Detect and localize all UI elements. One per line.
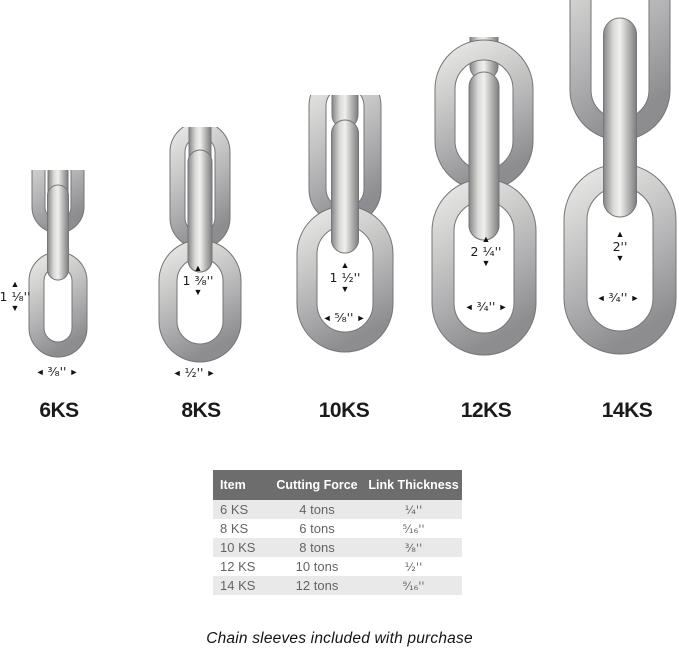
dimension-text: ³⁄₈'' bbox=[47, 364, 67, 379]
cell-cutting-force: 6 tons bbox=[299, 521, 335, 536]
vertical-dimension-10ks bbox=[330, 262, 361, 293]
table-row bbox=[213, 500, 462, 519]
arrow-up-icon: ▲ bbox=[340, 260, 350, 270]
chain-photo-8ks bbox=[159, 105, 241, 362]
vertical-dimension-6ks bbox=[0, 281, 30, 312]
horizontal-dimension-8ks bbox=[173, 366, 216, 379]
spec-table-header bbox=[213, 470, 462, 500]
vertical-dimension-8ks bbox=[183, 265, 214, 296]
dimension-text: 2 ¹⁄₄'' bbox=[470, 244, 502, 259]
cell-link-thickness: ¹⁄₄'' bbox=[404, 502, 423, 517]
table-row bbox=[213, 557, 462, 576]
arrow-right-icon: ► bbox=[356, 312, 366, 323]
horizontal-dimension-12ks bbox=[465, 300, 508, 313]
cell-cutting-force: 8 tons bbox=[299, 540, 335, 555]
arrow-down-icon: ▼ bbox=[193, 287, 203, 297]
cell-cutting-force: 4 tons bbox=[299, 502, 335, 517]
arrow-left-icon: ◄ bbox=[35, 366, 45, 377]
cell-cutting-force: 12 tons bbox=[295, 578, 339, 593]
cell-link-thickness: ¹⁄₂'' bbox=[404, 559, 423, 574]
arrow-left-icon: ◄ bbox=[464, 301, 474, 312]
arrow-down-icon: ▼ bbox=[615, 253, 625, 263]
upper-link-stub bbox=[332, 58, 358, 128]
arrow-left-icon: ◄ bbox=[596, 292, 606, 303]
cell-item: 8 KS bbox=[220, 521, 249, 536]
vertical-dimension-12ks bbox=[471, 236, 502, 267]
arrow-up-icon: ▲ bbox=[193, 263, 203, 273]
chain-photo-6ks bbox=[29, 128, 87, 357]
cell-item: 6 KS bbox=[220, 502, 249, 517]
dimension-text: ³⁄₄'' bbox=[476, 299, 496, 314]
dimension-text: 1 ³⁄₈'' bbox=[182, 273, 214, 288]
cell-cutting-force: 10 tons bbox=[295, 559, 339, 574]
arrow-down-icon: ▼ bbox=[481, 258, 491, 268]
horizontal-dimension-6ks bbox=[36, 365, 79, 378]
dimension-text: ³⁄₄'' bbox=[608, 290, 628, 305]
cell-item: 12 KS bbox=[220, 559, 256, 574]
arrow-up-icon: ▲ bbox=[10, 279, 20, 289]
dimension-text: 2'' bbox=[612, 239, 628, 254]
cell-link-thickness: ⁵⁄₁₆'' bbox=[402, 521, 425, 536]
arrow-right-icon: ► bbox=[498, 301, 508, 312]
arrow-up-icon: ▲ bbox=[481, 234, 491, 244]
chain-label-10ks: 10KS bbox=[318, 399, 370, 422]
column-header-cutting-force: Cutting Force bbox=[276, 478, 358, 492]
cell-item: 14 KS bbox=[220, 578, 256, 593]
dimension-text: 1 ¹⁄₂'' bbox=[329, 270, 361, 285]
arrow-right-icon: ► bbox=[630, 292, 640, 303]
arrow-right-icon: ► bbox=[206, 367, 216, 378]
table-row bbox=[213, 576, 462, 595]
spec-table-body bbox=[213, 500, 462, 595]
dimension-text: ¹⁄₂'' bbox=[184, 365, 204, 380]
table-row bbox=[213, 519, 462, 538]
table-row bbox=[213, 538, 462, 557]
dimension-text: ⁵⁄₈'' bbox=[334, 310, 354, 325]
chain-label-8ks: 8KS bbox=[181, 399, 221, 422]
arrow-left-icon: ◄ bbox=[172, 367, 182, 378]
arrow-right-icon: ► bbox=[69, 366, 79, 377]
arrow-left-icon: ◄ bbox=[322, 312, 332, 323]
cell-link-thickness: ⁹⁄₁₆'' bbox=[402, 578, 425, 593]
arrow-down-icon: ▼ bbox=[10, 303, 20, 313]
vertical-dimension-14ks bbox=[613, 231, 628, 262]
caption: Chain sleeves included with purchase bbox=[206, 630, 473, 647]
cell-link-thickness: ³⁄₈'' bbox=[404, 540, 423, 555]
cell-item: 10 KS bbox=[220, 540, 256, 555]
chain-label-12ks: 12KS bbox=[460, 399, 512, 422]
arrow-down-icon: ▼ bbox=[340, 284, 350, 294]
arrow-up-icon: ▲ bbox=[615, 229, 625, 239]
column-header-item: Item bbox=[220, 478, 246, 492]
dimension-text: 1 ¹⁄₈'' bbox=[0, 289, 31, 304]
chain-label-14ks: 14KS bbox=[601, 399, 653, 422]
spec-table bbox=[213, 470, 462, 595]
horizontal-dimension-14ks bbox=[597, 291, 640, 304]
chain-label-6ks: 6KS bbox=[39, 399, 79, 422]
horizontal-dimension-10ks bbox=[323, 311, 366, 324]
column-header-link-thickness: Link Thickness bbox=[368, 478, 459, 492]
chain-photo-10ks bbox=[297, 58, 393, 352]
